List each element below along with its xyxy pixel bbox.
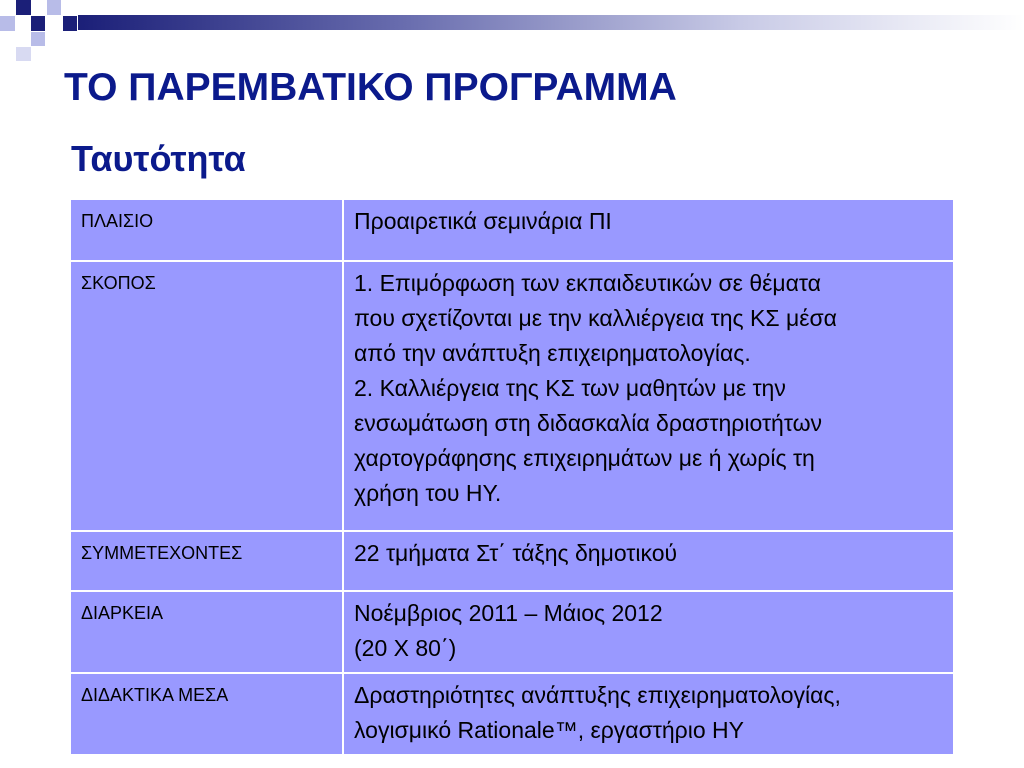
- table-row: [70, 531, 954, 591]
- value-line: λογισμικό Rationale™, εργαστήριο ΗΥ: [354, 717, 745, 743]
- value-line: Δραστηριότητες ανάπτυξης επιχειρηματολογίας,: [354, 682, 841, 708]
- slide-subtitle: Ταυτότητα: [71, 138, 246, 179]
- row-value: [343, 261, 954, 531]
- row-value: [343, 531, 954, 591]
- table-row: [70, 591, 954, 673]
- table-row: [70, 199, 954, 261]
- row-label: ΠΛΑΙΣΙΟ: [70, 199, 343, 261]
- row-value: [343, 673, 954, 755]
- decor-square: [0, 16, 15, 31]
- value-line: 1. Επιμόρφωση των εκπαιδευτικών σε θέματα: [354, 270, 821, 296]
- row-value: [343, 591, 954, 673]
- decor-square: [31, 16, 45, 31]
- row-label: ΔΙΔΑΚΤΙΚΑ ΜΕΣΑ: [70, 673, 343, 755]
- value-line: Νοέμβριος 2011 – Μάιος 2012: [354, 600, 663, 626]
- decor-square: [63, 16, 77, 31]
- value-line: ενσωμάτωση στη διδασκαλία δραστηριοτήτων: [354, 410, 823, 436]
- header-gradient-bar: [78, 15, 1024, 30]
- row-value: [343, 199, 954, 261]
- slide-title: ΤΟ ΠΑΡΕΜΒΑΤΙΚΟ ΠΡΟΓΡΑΜΜΑ: [64, 66, 677, 109]
- decor-square: [16, 0, 31, 15]
- row-label: ΣΥΜΜΕΤΕΧΟΝΤΕΣ: [70, 531, 343, 591]
- row-label: ΣΚΟΠΟΣ: [70, 261, 343, 531]
- value-line: Προαιρετικά σεμινάρια ΠΙ: [354, 208, 612, 234]
- table-row: [70, 261, 954, 531]
- value-line: 2. Καλλιέργεια της ΚΣ των μαθητών με την: [354, 375, 786, 401]
- table-row: [70, 673, 954, 755]
- decor-square: [16, 47, 31, 61]
- value-line: χρήση του ΗΥ.: [354, 480, 502, 506]
- value-line: (20 Χ 80΄): [354, 635, 457, 661]
- row-label: ΔΙΑΡΚΕΙΑ: [70, 591, 343, 673]
- value-line: χαρτογράφησης επιχειρημάτων με ή χωρίς τη: [354, 445, 815, 471]
- decor-square: [31, 32, 45, 46]
- value-line: 22 τμήματα Στ΄ τάξης δημοτικού: [354, 540, 678, 566]
- identity-table: [69, 198, 955, 756]
- value-line: από την ανάπτυξη επιχειρηματολογίας.: [354, 340, 751, 366]
- decor-square: [47, 0, 61, 15]
- value-line: που σχετίζονται με την καλλιέργεια της ΚΣ μέσα: [354, 305, 837, 331]
